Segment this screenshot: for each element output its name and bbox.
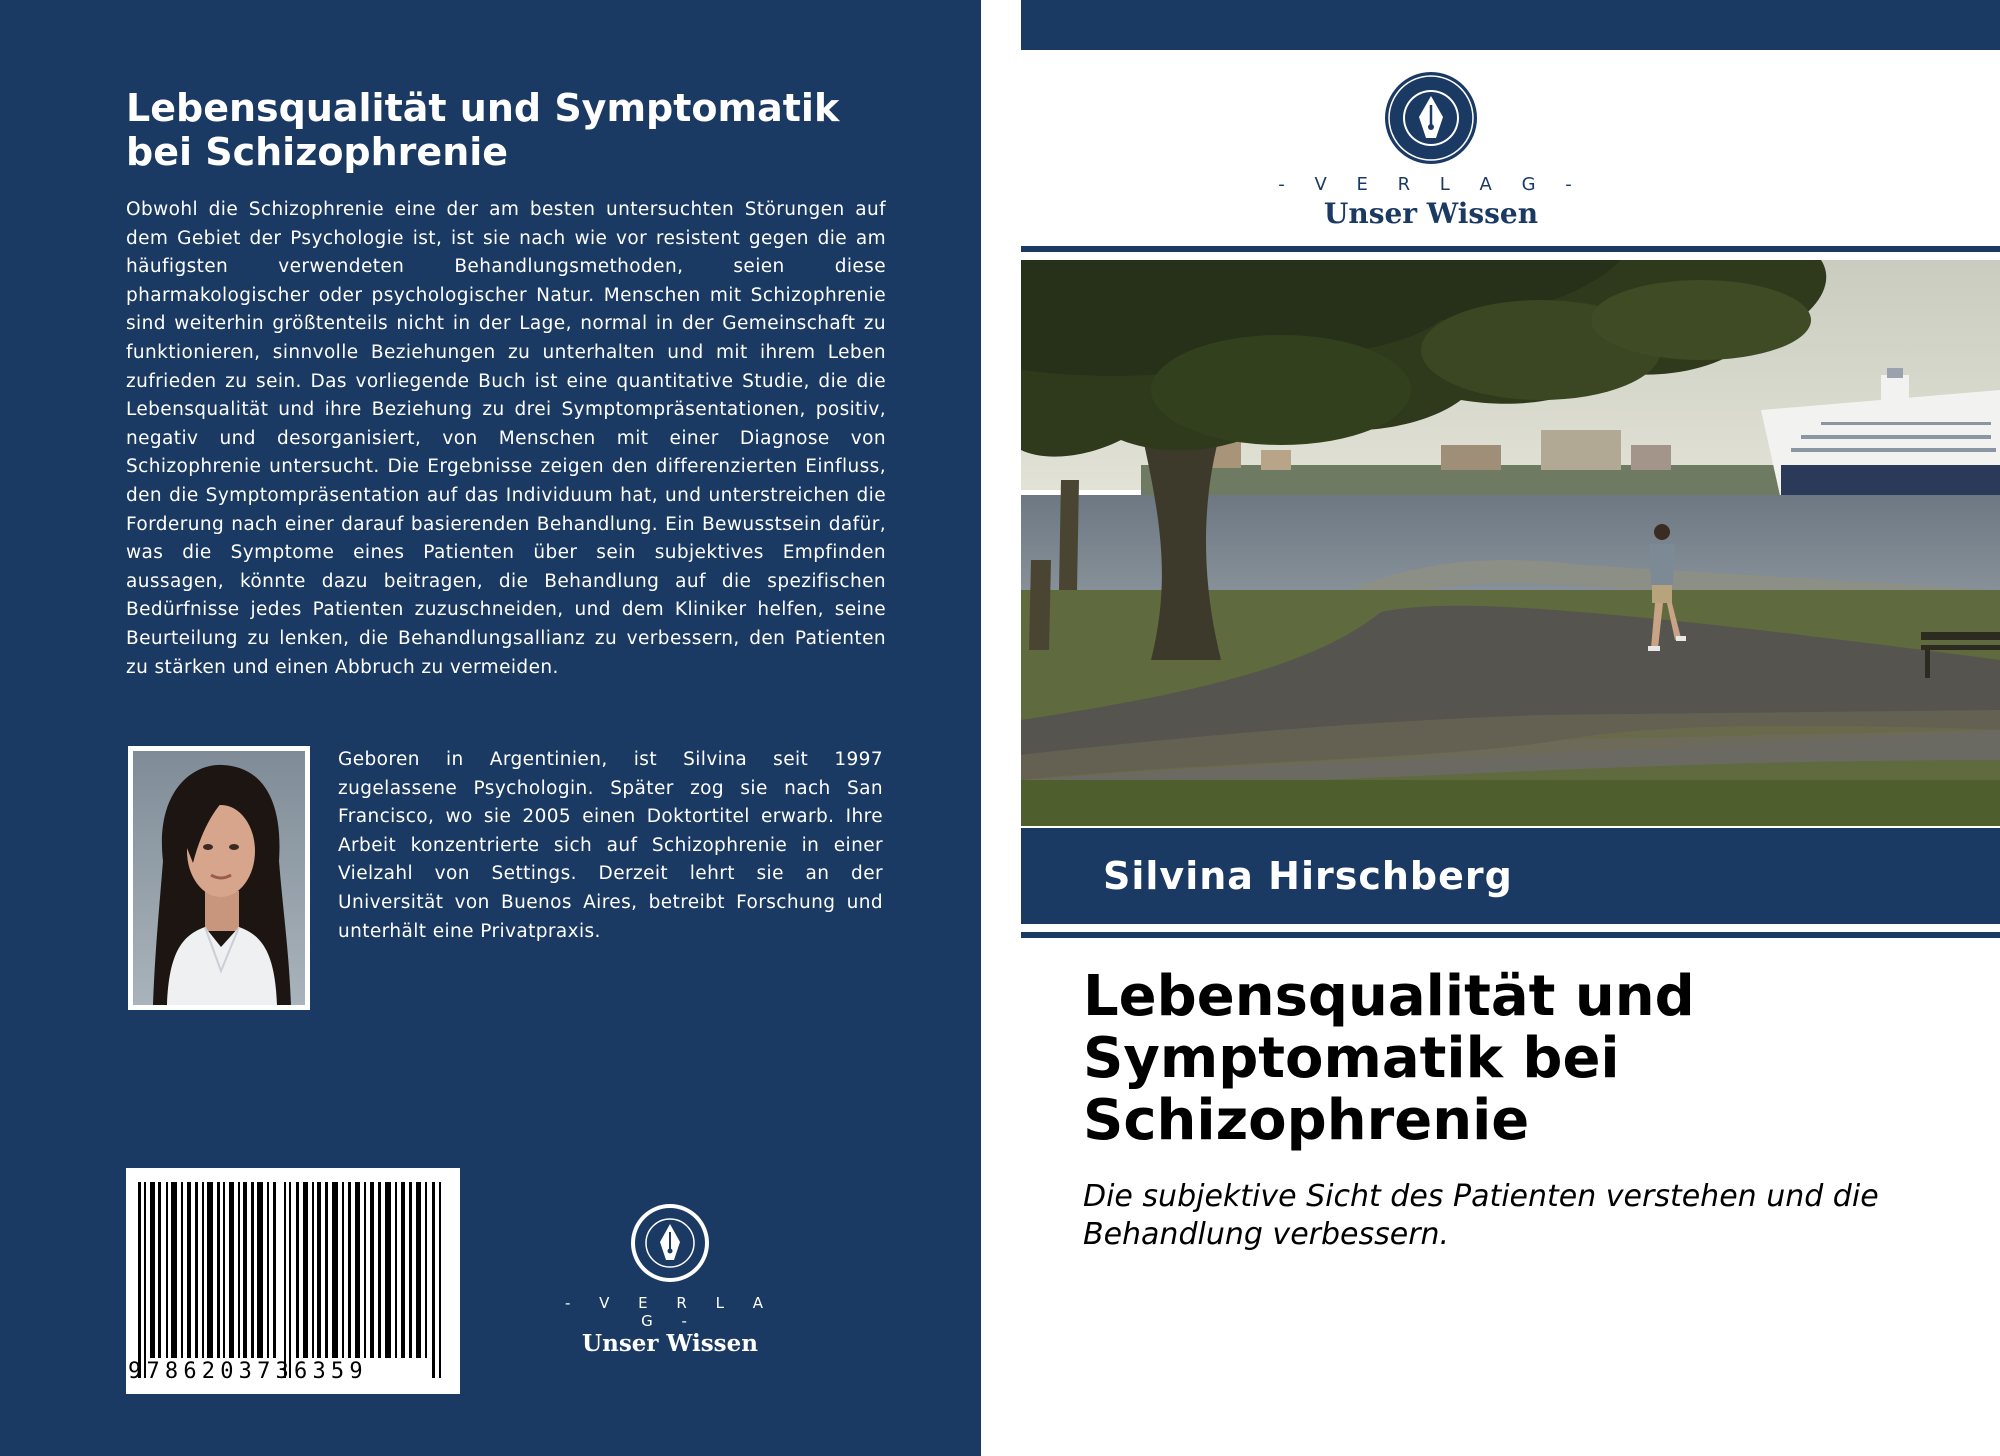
back-cover-blurb: Obwohl die Schizophrenie eine der am besten untersuchten Störungen auf dem Gebiet der Psychologie ist, ist sie nach wie vor resistent gegen die am häufigsten verwendeten Behandlungsmethoden, seien diese pharmakologischer oder psychologischer Natur. Menschen mit Schizophrenie sind weiterhin größtenteils nicht in der Lage, normal in der Gemeinschaft zu funktionieren, sinnvolle Beziehungen zu unterhalten und mit ihrem Leben zufrieden zu sein. Das vorliegende Buch ist eine quantitative Studie, die die Lebensqualität und ihre Beziehung zu drei Symptompräsentationen, positiv, negativ und desorganisiert, von Menschen mit einer Diagnose von Schizophrenie untersucht. Die Ergebnisse zeigen den differenzierten Einfluss, den die Symptompräsentation auf das Individuum hat, und unterstreichen die Forderung nach einer darauf basierenden Behandlung. Ein Bewusstsein dafür, was die Symptome eines Patienten über sein subjektives Empfinden aussagen, könnte dazu beitragen, die Behandlung auf die spezifischen Bedürfnisse jedes Patienten zuzuschneiden, und dem Kliniker helfen, seine Beurteilung zu lenken, die Behandlungsallianz zu verbessern, den Patienten zu stärken und einen Abbruch zu vermeiden.: [126, 199, 886, 678]
isbn-digits: 9786203736359: [128, 1359, 368, 1384]
front-cover-title: Lebensqualität und Symptomatik bei Schizophrenie: [1083, 964, 1695, 1153]
front-cover-subtitle: Die subjektive Sicht des Patienten verstehen und die Behandlung verbessern.: [1083, 1179, 1879, 1252]
front-publisher-logo: [1271, 70, 1591, 230]
isbn-barcode: [126, 1168, 460, 1394]
front-logo-verlag: - V E R L A G -: [1278, 174, 1584, 195]
back-logo-verlag: - V E R L A G -: [564, 1294, 776, 1330]
publisher-seal-icon: [629, 1202, 711, 1284]
front-logo-name: Unser Wissen: [1323, 197, 1539, 230]
author-bio: Geboren in Argentinien, ist Silvina seit 1997 zugelassene Psychologin. Später zog sie nach San Francisco, wo sie 2005 einen Doktortitel erwarb. Ihre Arbeit konzentrierte sich auf Schizophrenie in einer Vielzahl von Settings. Derzeit lehrt sie an der Universität von Buenos Aires, betreibt Forschung und unterhält eine Privatpraxis.: [338, 749, 883, 942]
photo-top-rule: [1021, 246, 2000, 252]
back-publisher-logo: [560, 1202, 780, 1357]
cover-photo: [1021, 260, 2000, 826]
author-band: [1021, 828, 2000, 924]
author-photo: [128, 746, 310, 1010]
back-logo-name: Unser Wissen: [582, 1330, 758, 1357]
front-cover: [981, 0, 2000, 1456]
back-cover: [0, 0, 981, 1456]
author-band-rule: [1021, 932, 2000, 938]
back-cover-title: Lebensqualität und Symptomatik bei Schizophrenie: [126, 86, 840, 174]
publisher-seal-icon: [1383, 70, 1479, 166]
author-name: Silvina Hirschberg: [1103, 854, 1513, 898]
front-top-bar: [1021, 0, 2000, 50]
